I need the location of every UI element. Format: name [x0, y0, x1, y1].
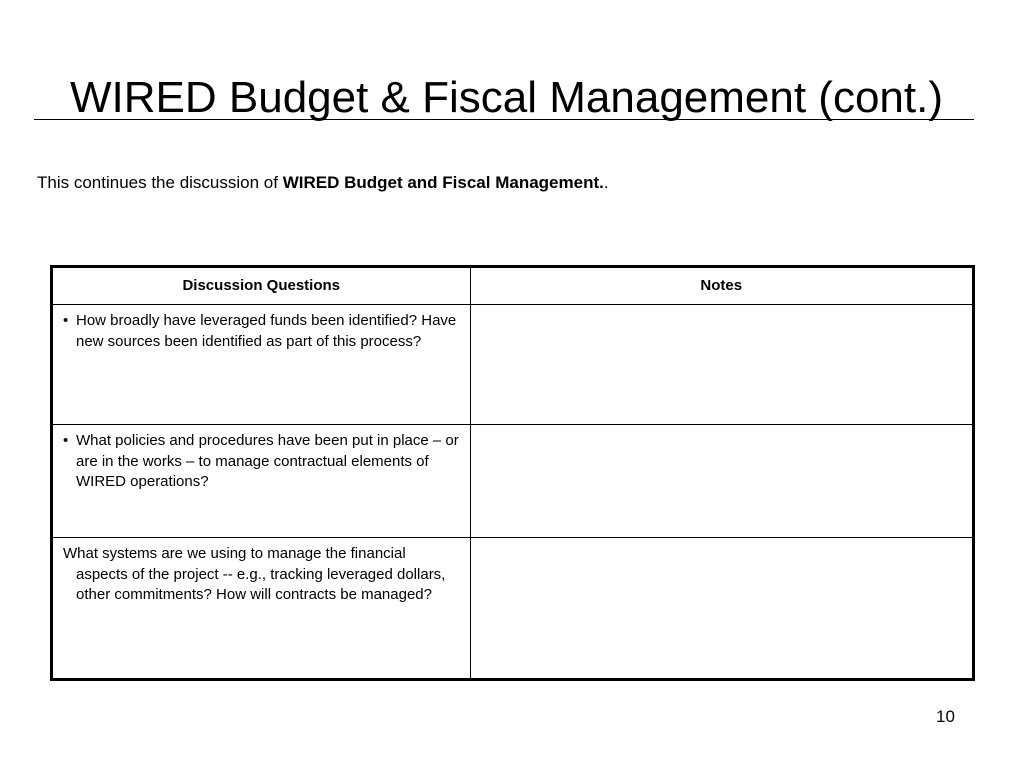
bullet-icon: • [63, 312, 69, 329]
discussion-table [50, 265, 975, 681]
bullet-icon: • [63, 432, 69, 449]
notes-cell[interactable] [470, 305, 972, 425]
question-cell [53, 538, 470, 679]
table-row [53, 305, 972, 425]
header-notes: Notes [470, 268, 972, 305]
question-text: What policies and procedures have been put in place – or are in the works – to manage contractual elements of WIRED operations? [76, 432, 459, 490]
question-cell [53, 305, 470, 425]
notes-cell[interactable] [470, 538, 972, 679]
question-cell [53, 425, 470, 538]
question-text: How broadly have leveraged funds been identified? Have new sources been identified as part of this process? [76, 312, 457, 350]
header-discussion-questions: Discussion Questions [53, 268, 470, 305]
notes-cell[interactable] [470, 425, 972, 538]
intro-prefix: This continues the discussion of [37, 173, 283, 192]
bullet-item [63, 431, 462, 493]
intro-suffix: . [603, 173, 609, 192]
question-text: What systems are we using to manage the financial aspects of the project -- e.g., tracking leveraged dollars, other commitments? How will contracts be managed? [63, 545, 446, 603]
page-number: 10 [936, 707, 955, 726]
intro-text [37, 172, 609, 194]
bullet-item [63, 311, 462, 352]
table-row [53, 425, 972, 538]
table-row [53, 538, 972, 679]
table-header-row [53, 268, 972, 305]
slide-title: WIRED Budget & Fiscal Management (cont.) [70, 73, 943, 122]
title-underline [34, 119, 974, 120]
intro-bold-topic: WIRED Budget and Fiscal Management. [282, 173, 604, 192]
